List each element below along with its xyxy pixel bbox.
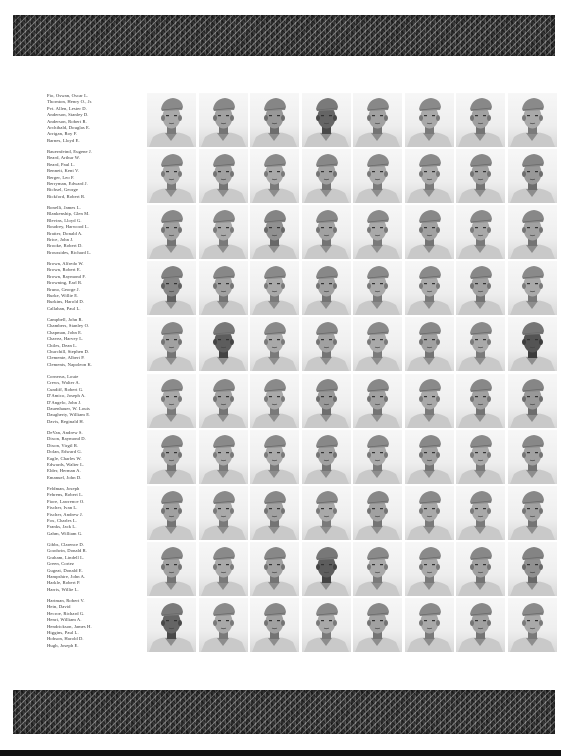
name-entry: Bonelli, James L. — [47, 205, 81, 210]
roster-group — [0, 598, 561, 654]
name-entry: Hobson, Harold D. — [47, 636, 84, 642]
name-entry: Crews, Walter A. — [47, 380, 81, 386]
soldier-portrait — [250, 149, 299, 203]
soldier-portrait — [250, 486, 299, 540]
photo-row — [147, 486, 553, 542]
roster-group — [0, 486, 561, 542]
name-entry: Franks, Jack L. — [47, 524, 77, 530]
name-entry: Brown, Raymond F. — [47, 273, 86, 279]
soldier-portrait — [250, 430, 299, 484]
soldier-portrait — [405, 317, 454, 371]
soldier-portrait — [147, 93, 196, 147]
name-entry: Clemente, Albert P. — [47, 355, 85, 361]
name-entry: Eagle, Charles W. — [47, 455, 82, 461]
photo-row — [147, 205, 553, 261]
roster-group — [0, 205, 561, 261]
name-entry: Fischer, Andrew J. — [47, 511, 84, 517]
soldier-portrait — [353, 430, 402, 484]
name-entry: Cornerus, Louie — [47, 374, 79, 379]
name-entry: Chambers, Stanley O. — [47, 323, 90, 329]
name-entry: Dolan, Edward G. — [47, 449, 83, 455]
soldier-portrait — [302, 374, 351, 428]
soldier-portrait — [302, 486, 351, 540]
name-entry: Fischer, Ivan L. — [47, 505, 78, 511]
roster-group — [0, 149, 561, 205]
photo-row — [147, 430, 553, 486]
name-entry: D'Angelo, John J. — [47, 399, 82, 405]
roster-group — [0, 261, 561, 317]
name-entry: Beard, Paul L. — [47, 161, 75, 167]
name-entry: Brown, Alfredo W. — [47, 261, 84, 266]
name-list — [47, 205, 142, 256]
name-entry: Chavez, Harvey L. — [47, 336, 84, 342]
name-entry: Feldman, Joseph — [47, 486, 80, 491]
name-entry: Broussides, Richard L. — [47, 249, 92, 255]
name-entry: Cundiff, Robert G. — [47, 386, 84, 392]
name-entry: Hecroe, Richard G. — [47, 610, 85, 616]
soldier-portrait — [353, 205, 402, 259]
soldier-portrait — [147, 430, 196, 484]
name-list — [47, 486, 142, 537]
soldier-portrait — [405, 149, 454, 203]
soldier-portrait — [250, 261, 299, 315]
name-entry: Barnes, Lloyd E. — [47, 137, 80, 143]
soldier-portrait — [508, 149, 557, 203]
name-entry: Churchill, Stephen D. — [47, 348, 90, 354]
photo-row — [147, 149, 553, 205]
soldier-portrait — [199, 317, 248, 371]
soldier-portrait — [250, 374, 299, 428]
name-entry: Fio, Oswan, Oscar L. — [47, 93, 89, 98]
name-entry: Bratter, Donald A. — [47, 230, 83, 236]
name-entry: Anderson, Robert R. — [47, 118, 87, 124]
photo-row — [147, 598, 553, 654]
soldier-portrait — [199, 598, 248, 652]
name-entry: Dixon, Virgil R. — [47, 442, 79, 448]
roster-group — [0, 93, 561, 149]
name-entry: Bennett, Kent V. — [47, 168, 80, 174]
soldier-portrait — [199, 430, 248, 484]
name-entry: Pvt. Allen, Lester D. — [47, 105, 87, 111]
name-entry: Davis, Reginald H. — [47, 418, 85, 424]
name-entry: Brown, Robert E. — [47, 267, 82, 273]
soldier-portrait — [250, 542, 299, 596]
soldier-portrait — [302, 317, 351, 371]
name-entry: Goodwin, Donald R. — [47, 548, 88, 554]
name-entry: DeVan, Andrew S. — [47, 430, 83, 435]
soldier-portrait — [199, 542, 248, 596]
name-entry: Hein, David — [47, 604, 71, 610]
name-list — [47, 261, 142, 312]
soldier-portrait — [250, 205, 299, 259]
soldier-portrait — [250, 598, 299, 652]
name-entry: Blankenship, Glen M. — [47, 211, 90, 217]
soldier-portrait — [250, 93, 299, 147]
soldier-portrait — [147, 486, 196, 540]
bottom-decorative-banner — [13, 690, 555, 734]
name-entry: Boudrey, Harwood L. — [47, 224, 89, 230]
photo-row — [147, 317, 553, 373]
name-entry: Clements, Napoleon K. — [47, 361, 93, 367]
soldier-portrait — [456, 598, 505, 652]
name-entry: Hugh, Joseph E. — [47, 642, 79, 648]
name-entry: Gahm, William G. — [47, 530, 83, 536]
soldier-portrait — [302, 149, 351, 203]
soldier-portrait — [405, 205, 454, 259]
name-list — [47, 93, 142, 144]
soldier-portrait — [302, 93, 351, 147]
name-entry: Beard, Arthur W. — [47, 155, 80, 161]
name-entry: Henri, William A. — [47, 617, 82, 623]
name-entry: Thornton, Henry O., Jr. — [47, 99, 93, 105]
name-entry: Hendrickson, James H. — [47, 623, 92, 629]
name-entry: Gugeat, Donald E. — [47, 567, 83, 573]
name-entry: Emanuel, John D. — [47, 474, 82, 480]
soldier-portrait — [456, 542, 505, 596]
name-entry: Bruno, George J. — [47, 286, 80, 292]
name-entry: Hartman, Robert V. — [47, 598, 85, 603]
soldier-portrait — [405, 486, 454, 540]
name-entry: Harkle, Robert P. — [47, 580, 81, 586]
name-list — [47, 430, 142, 481]
soldier-portrait — [302, 598, 351, 652]
soldier-portrait — [147, 149, 196, 203]
soldier-portrait — [353, 261, 402, 315]
name-entry: Harris, Willie L. — [47, 586, 79, 592]
photo-row — [147, 542, 553, 598]
name-entry: Browning, Earl R. — [47, 280, 83, 286]
name-entry: Chapman, John E. — [47, 329, 83, 335]
soldier-portrait — [199, 374, 248, 428]
name-entry: Gibbs, Clarence D. — [47, 542, 85, 547]
soldier-portrait — [199, 261, 248, 315]
name-entry: Bichsel, George — [47, 187, 79, 193]
soldier-portrait — [302, 205, 351, 259]
soldier-portrait — [250, 317, 299, 371]
roster-group — [0, 374, 561, 430]
name-list — [47, 542, 142, 593]
soldier-portrait — [302, 261, 351, 315]
soldier-portrait — [405, 542, 454, 596]
soldier-portrait — [147, 542, 196, 596]
soldier-portrait — [456, 430, 505, 484]
soldier-portrait — [456, 93, 505, 147]
roster-group — [0, 430, 561, 486]
name-entry: Dauenhauer, W. Louis — [47, 405, 90, 411]
soldier-portrait — [456, 374, 505, 428]
soldier-portrait — [405, 93, 454, 147]
name-entry: Dixon, Raymond D. — [47, 436, 86, 442]
soldier-portrait — [405, 261, 454, 315]
soldier-portrait — [353, 374, 402, 428]
soldier-portrait — [508, 317, 557, 371]
soldier-portrait — [508, 93, 557, 147]
soldier-portrait — [456, 486, 505, 540]
soldier-portrait — [353, 317, 402, 371]
soldier-portrait — [508, 261, 557, 315]
name-entry: Campbell, John R. — [47, 317, 83, 322]
name-entry: Arrigan, Roy F. — [47, 131, 78, 137]
name-entry: Burke, Willie E. — [47, 292, 79, 298]
page-bottom-rule — [0, 750, 561, 756]
soldier-portrait — [147, 205, 196, 259]
name-entry: Daugherty, William E. — [47, 412, 91, 418]
name-entry: Bauernfeind, Eugene J. — [47, 149, 93, 154]
soldier-portrait — [302, 542, 351, 596]
soldier-portrait — [199, 486, 248, 540]
soldier-portrait — [199, 93, 248, 147]
soldier-portrait — [302, 430, 351, 484]
name-entry: Graham, Lindell L. — [47, 554, 85, 560]
soldier-portrait — [405, 598, 454, 652]
name-entry: Green, Cortez — [47, 561, 75, 567]
name-entry: Callahan, Paul L. — [47, 305, 81, 311]
name-list — [47, 598, 142, 649]
soldier-portrait — [199, 205, 248, 259]
soldier-portrait — [147, 598, 196, 652]
soldier-portrait — [353, 149, 402, 203]
soldier-portrait — [147, 261, 196, 315]
name-entry: Hampshire, John A. — [47, 573, 86, 579]
name-entry: Elder, Herman A. — [47, 468, 81, 474]
name-entry: D'Amico, Joseph A. — [47, 393, 86, 399]
photo-row — [147, 93, 553, 149]
name-entry: Blevins, Lloyd G. — [47, 217, 82, 223]
soldier-portrait — [353, 598, 402, 652]
name-entry: Berryman, Edward J. — [47, 180, 88, 186]
photo-row — [147, 374, 553, 430]
soldier-portrait — [456, 205, 505, 259]
name-list — [47, 149, 142, 200]
soldier-portrait — [456, 317, 505, 371]
soldier-portrait — [508, 486, 557, 540]
soldier-portrait — [508, 374, 557, 428]
name-list — [47, 374, 142, 425]
soldier-portrait — [353, 542, 402, 596]
soldier-portrait — [147, 317, 196, 371]
name-entry: Higgins, Paul L. — [47, 629, 79, 635]
soldier-portrait — [456, 261, 505, 315]
soldier-portrait — [147, 374, 196, 428]
soldier-portrait — [353, 486, 402, 540]
soldier-portrait — [199, 149, 248, 203]
soldier-portrait — [508, 598, 557, 652]
soldier-portrait — [456, 149, 505, 203]
name-entry: Fiore, Lawrence O. — [47, 498, 85, 504]
name-entry: Berger, Leo F. — [47, 174, 75, 180]
roster-group — [0, 317, 561, 373]
soldier-portrait — [405, 430, 454, 484]
name-entry: Burkins, Harold D. — [47, 299, 85, 305]
name-entry: Edwards, Walter L. — [47, 461, 85, 467]
soldier-portrait — [508, 205, 557, 259]
soldier-portrait — [353, 93, 402, 147]
roster-group — [0, 542, 561, 598]
name-entry: Brice, John J. — [47, 236, 74, 242]
name-list — [47, 317, 142, 368]
photo-row — [147, 261, 553, 317]
name-entry: Brooke, Robert D. — [47, 243, 83, 249]
name-entry: Bickford, Robert R. — [47, 193, 86, 199]
soldier-portrait — [405, 374, 454, 428]
name-entry: Chiles, Dean L. — [47, 342, 78, 348]
top-decorative-banner — [13, 15, 555, 56]
soldier-portrait — [508, 430, 557, 484]
name-entry: Archibald, Douglas E. — [47, 124, 91, 130]
name-entry: Fox, Charles L. — [47, 517, 78, 523]
soldier-portrait — [508, 542, 557, 596]
name-entry: Anderson, Stanley D. — [47, 112, 89, 118]
name-entry: Fehrens, Robert L. — [47, 492, 84, 498]
